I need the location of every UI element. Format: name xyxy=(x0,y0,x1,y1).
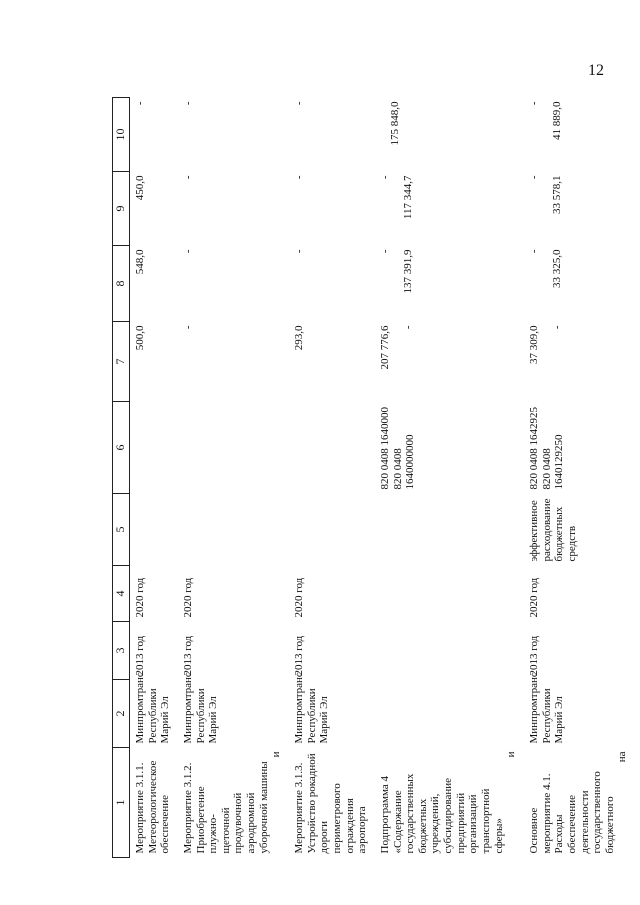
table-cell-2 xyxy=(130,672,178,748)
table-row xyxy=(524,98,635,858)
cell-text: 2020 год xyxy=(293,577,306,618)
cell-line: ограждения аэропорта xyxy=(343,798,369,854)
table-cell-10 xyxy=(289,98,375,172)
cell-line: - xyxy=(527,249,540,254)
header-cell: 9 xyxy=(113,172,130,246)
cell-line: расходование xyxy=(540,498,553,562)
header-cell: 6 xyxy=(113,402,130,494)
cell-line: 1640000000 xyxy=(404,434,417,490)
table-body xyxy=(130,98,636,858)
table-cell-2 xyxy=(178,672,289,748)
cell-line: предприятий xyxy=(454,792,467,854)
table-cell-5 xyxy=(375,494,524,566)
cell-line: Минпромтранс xyxy=(181,672,194,744)
cell-text: 2020 год xyxy=(134,577,146,618)
cell-line: Расходы xyxy=(553,814,566,854)
table-cell-6 xyxy=(524,402,635,494)
rotated-table-sheet xyxy=(112,98,629,858)
cell-line: средств xyxy=(565,525,578,562)
header-cell: 4 xyxy=(113,566,130,622)
cell-line: - xyxy=(378,175,391,180)
cell-text: 2013 год xyxy=(527,635,540,676)
header-cell: 3 xyxy=(113,622,130,680)
table-cell-3 xyxy=(375,622,524,680)
cell-line: дороги периметрового xyxy=(318,783,343,854)
cell-line: 117 344,7 xyxy=(401,175,414,220)
cell-line: 293,0 xyxy=(293,325,306,351)
cell-line: - xyxy=(293,175,306,180)
table-cell-8 xyxy=(375,246,524,322)
table-row xyxy=(375,98,524,858)
table-cell-5 xyxy=(178,494,289,566)
cell-line: - xyxy=(181,249,194,254)
cell-line: Метеорологическое xyxy=(146,760,159,854)
cell-line: Минпромтранс xyxy=(134,672,146,744)
table-cell-10 xyxy=(130,98,178,172)
table-cell-10 xyxy=(178,98,289,172)
table-cell-8 xyxy=(178,246,289,322)
cell-text: 2020 год xyxy=(527,577,540,618)
table-cell-3 xyxy=(289,622,375,680)
cell-line: учреждений, xyxy=(429,793,442,854)
cell-line: 820 0408 1640000 xyxy=(378,407,391,490)
table-cell-9 xyxy=(524,172,635,246)
cell-line: транспортной сферы» xyxy=(480,788,505,854)
cell-line: - xyxy=(293,101,306,106)
cell-line: - xyxy=(378,249,391,254)
table-row xyxy=(130,98,178,858)
cell-line: - xyxy=(181,101,194,106)
table-cell-6 xyxy=(130,402,178,494)
cell-line: 37 309,0 xyxy=(527,325,540,364)
table-cell-7 xyxy=(524,322,635,402)
cell-line: Республики xyxy=(305,688,318,744)
cell-line: Марий Эл xyxy=(553,696,566,744)
cell-line: - xyxy=(293,249,306,254)
table-cell-5 xyxy=(130,494,178,566)
table-cell-1 xyxy=(524,748,635,858)
table-cell-4 xyxy=(375,566,524,622)
cell-line: продувочной xyxy=(232,792,245,854)
cell-line: 41 889,0 xyxy=(550,101,563,140)
cell-line: - xyxy=(181,325,194,330)
cell-line: уборочной машины xyxy=(257,761,270,854)
table-cell-1 xyxy=(178,748,289,858)
page-number: 12 xyxy=(588,62,604,79)
table-cell-8 xyxy=(524,246,635,322)
table-cell-4 xyxy=(524,566,635,622)
cell-line: 33 325,0 xyxy=(550,249,563,288)
header-row xyxy=(113,98,130,858)
header-cell: 5 xyxy=(113,494,130,566)
table-cell-9 xyxy=(130,172,178,246)
table-cell-8 xyxy=(130,246,178,322)
cell-line: бюджетного xyxy=(603,796,616,854)
cell-text: 2020 год xyxy=(181,577,194,618)
table-cell-1 xyxy=(289,748,375,858)
cell-line: - xyxy=(134,101,146,106)
header-cell: 8 xyxy=(113,246,130,322)
cell-line: 820 0408 xyxy=(391,448,404,490)
table-cell-10 xyxy=(524,98,635,172)
cell-text: 2013 год xyxy=(181,635,194,676)
cell-line: щеточной xyxy=(219,807,232,854)
table-cell-4 xyxy=(289,566,375,622)
cell-line: 450,0 xyxy=(134,175,146,201)
cell-line: - xyxy=(527,175,540,180)
table-cell-2 xyxy=(289,672,375,748)
cell-line: Устройство рокадной xyxy=(305,753,318,854)
table-cell-7 xyxy=(289,322,375,402)
cell-line: Минпромтранс xyxy=(293,672,306,744)
cell-line: Марий Эл xyxy=(207,696,220,744)
cell-line: 1640129250 xyxy=(553,434,566,490)
table-cell-3 xyxy=(178,622,289,680)
cell-line: 548,0 xyxy=(134,249,146,275)
cell-line: Республики xyxy=(194,688,207,744)
header-cell: 7 xyxy=(113,322,130,402)
cell-text: 2013 год xyxy=(293,635,306,676)
cell-line: Республики xyxy=(146,688,159,744)
table-cell-4 xyxy=(130,566,178,622)
cell-line: деятельности xyxy=(578,790,591,854)
cell-line: - xyxy=(527,101,540,106)
cell-conjunction: и xyxy=(270,751,283,758)
table-cell-2 xyxy=(524,672,635,748)
cell-line: бюджетных xyxy=(416,798,429,854)
table-cell-9 xyxy=(178,172,289,246)
cell-line: 820 0408 xyxy=(540,448,553,490)
cell-line: 820 0408 1642925 xyxy=(527,407,540,490)
cell-line: - xyxy=(401,325,414,330)
table-cell-10 xyxy=(375,98,524,172)
table-cell-4 xyxy=(178,566,289,622)
cell-line: «Содержание xyxy=(391,790,404,854)
cell-line: 500,0 xyxy=(134,325,146,351)
header-cell: 1 xyxy=(113,748,130,858)
table-cell-9 xyxy=(289,172,375,246)
table-row xyxy=(289,98,375,858)
cell-line: обеспечение xyxy=(159,794,172,854)
cell-line: Мероприятие 3.1.1. xyxy=(134,762,146,854)
table-cell-1 xyxy=(375,748,524,858)
cell-line: Минпромтранс xyxy=(527,672,540,744)
cell-line: организаций xyxy=(467,794,480,854)
cell-line: 137 391,9 xyxy=(401,249,414,294)
cell-line: - xyxy=(550,325,563,330)
cell-line: государственного xyxy=(591,771,604,854)
budget-table xyxy=(112,97,635,858)
cell-line: аэродромной xyxy=(245,792,258,854)
table-cell-8 xyxy=(289,246,375,322)
table-cell-6 xyxy=(289,402,375,494)
cell-line: Подпрограмма 4 xyxy=(378,776,391,854)
cell-conjunction: и xyxy=(505,751,518,758)
cell-line: Марий Эл xyxy=(159,696,172,744)
header-cell: 10 xyxy=(113,98,130,172)
cell-line: мероприятие 4.1. xyxy=(540,773,553,854)
cell-line: эффективное xyxy=(527,500,540,562)
table-row xyxy=(178,98,289,858)
cell-line: 33 578,1 xyxy=(550,175,563,214)
cell-line: 207 776,6 xyxy=(378,325,391,370)
cell-line: Мероприятие 3.1.3. xyxy=(293,762,306,854)
cell-line: Мероприятие 3.1.2. xyxy=(181,762,194,854)
table-cell-3 xyxy=(524,622,635,680)
table-cell-1 xyxy=(130,748,178,858)
table-cell-7 xyxy=(178,322,289,402)
cell-line: Основное xyxy=(527,807,540,854)
cell-text: 2013 год xyxy=(134,635,146,676)
cell-line: обеспечение xyxy=(565,794,578,854)
cell-conjunction: на xyxy=(616,751,629,763)
cell-line: 175 848,0 xyxy=(388,101,401,146)
table-cell-3 xyxy=(130,622,178,680)
cell-line: государственных xyxy=(404,773,417,854)
cell-line: Марий Эл xyxy=(318,696,331,744)
cell-line: Республики xyxy=(540,688,553,744)
table-cell-6 xyxy=(178,402,289,494)
cell-line: Приобретение плужно- xyxy=(194,786,220,854)
cell-line: субсидирование xyxy=(442,777,455,854)
table-cell-7 xyxy=(375,322,524,402)
table-cell-7 xyxy=(130,322,178,402)
table-cell-2 xyxy=(375,680,524,748)
table-cell-9 xyxy=(375,172,524,246)
table-cell-5 xyxy=(289,494,375,566)
cell-line: бюджетных xyxy=(553,506,566,562)
table-cell-5 xyxy=(524,494,635,566)
table-cell-6 xyxy=(375,402,524,494)
cell-line: - xyxy=(181,175,194,180)
header-cell: 2 xyxy=(113,680,130,748)
